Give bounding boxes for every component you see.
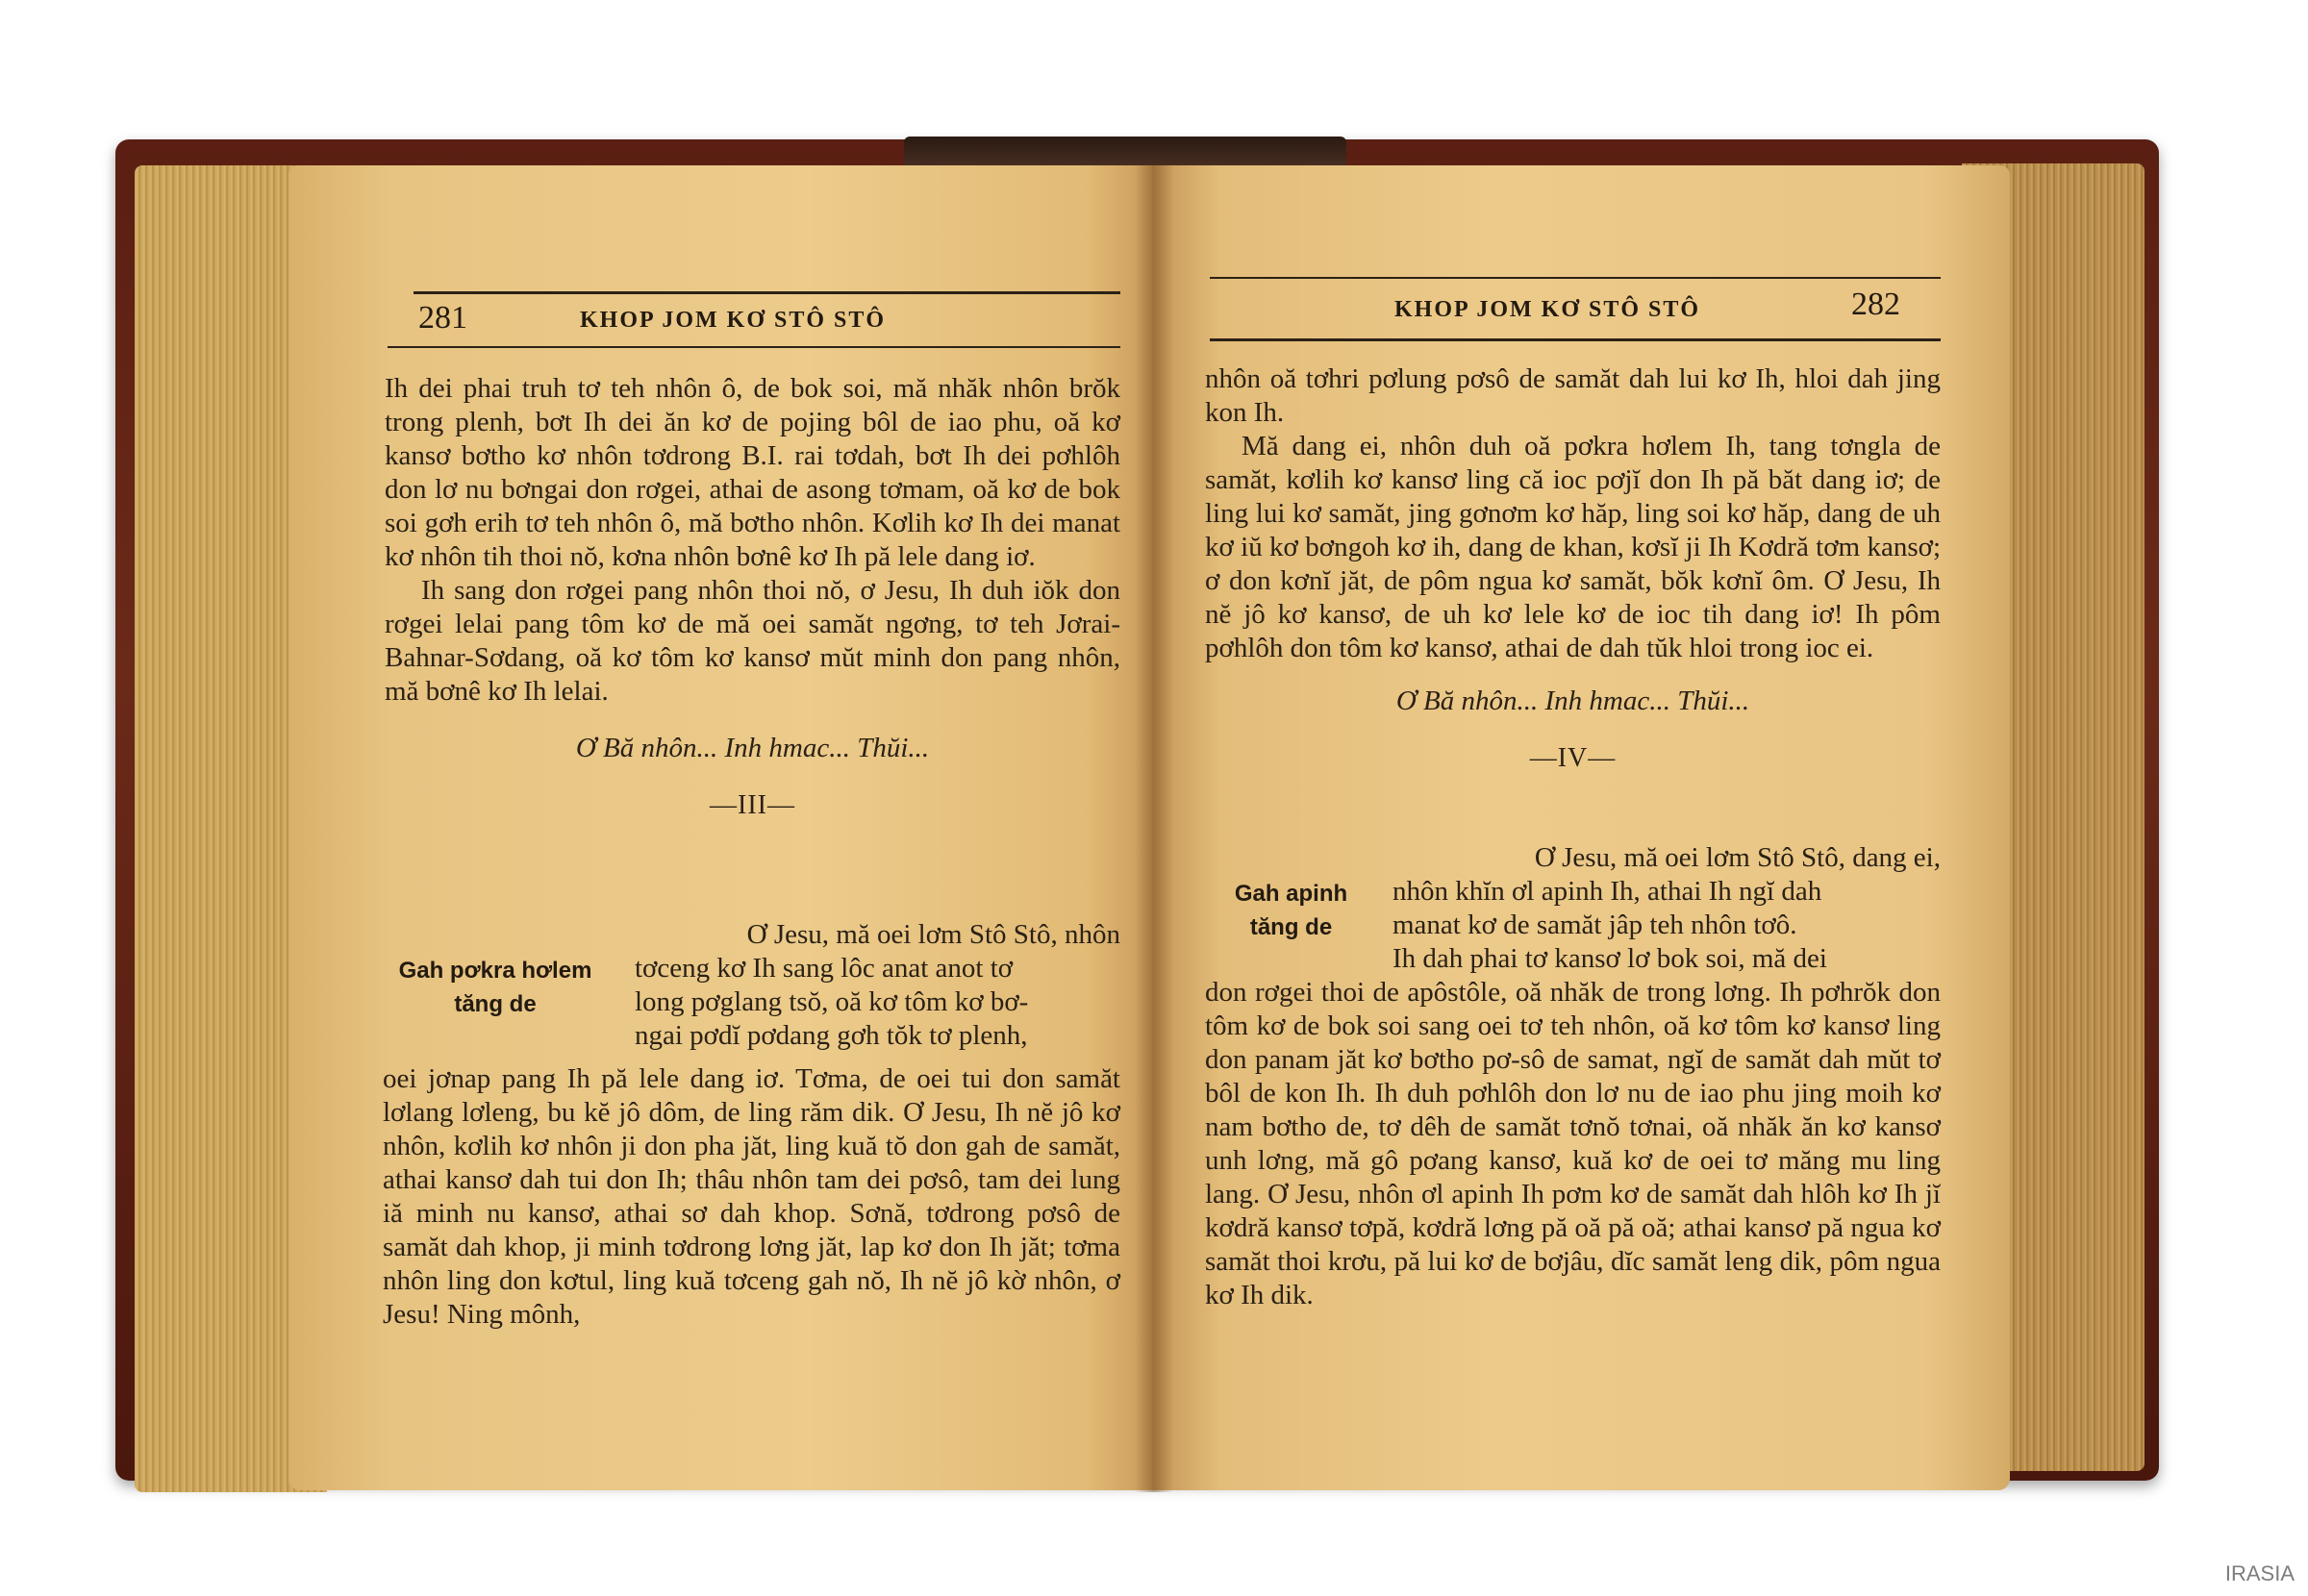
left-running-head: KHOP JOM KƠ STÔ STÔ bbox=[580, 308, 887, 333]
right-text-block bbox=[1205, 362, 1941, 779]
right-paragraph-3-block bbox=[1205, 976, 1941, 1312]
right-section-line-3: manat kơ de samăt jâp teh nhôn tơô. bbox=[1392, 910, 1797, 940]
left-paragraph-3: oei jơnap pang Ih pă lele dang iơ. Tơma, de oei tui don samăt lơlang lơleng, bu kĕ jô dôm, de ling răm dik. Ơ Jesu, Ih nĕ jô kơ nhôn, kơlih kơ nhôn ji don pha jăt, ling kuă tŏ don gah de samăt, athai kansơ dah tui don Ih; thâu nhôn tam dei pơsô, tam dei lung iă minh nu kansơ, athai sơ dah khop. Sơnă, tơdrong pơsô de samăt dah khop, ji minh tơdrong lơng jăt, lap kơ don Ih jăt; tơma nhôn ling don kơtul, ling kuă tơceng gah nŏ, Ih nĕ jô kờ nhôn, ơ Jesu! Ning mônh, bbox=[383, 1063, 1120, 1330]
right-refrain: Ơ Bă nhôn... Inh hmac... Thŭi... bbox=[1395, 686, 1750, 716]
right-sidenote-line-2: tăng de bbox=[1249, 914, 1333, 940]
left-header-top-rule bbox=[414, 291, 1120, 294]
left-sidenote-line-2: tăng de bbox=[454, 991, 537, 1017]
right-page-number: 282 bbox=[1851, 287, 1900, 322]
right-paragraph-3: don rơgei thoi de apôstôle, oă nhăk de trong lơng. Ih pơhrŏk don tôm kơ de bok soi sang oei tơ teh nhôn, oă kơ tôm kơ kansơ ling don panam jăt kơ bơtho pơ-sô de samat, ngĭ de samăt dah mŭt tơ bôl de kon Ih. Ih duh pơhlôh don lơ nu de iao phu jing moih kơ nam bơtho de, tơ dêh de samăt tơnŏ tơnai, oă nhăk ăn kơ kansơ unh lơng, mă gô pơang kansơ, kuă kơ de oei tơ măng mu ling lang. Ơ Jesu, nhôn ơl apinh Ih pơm kơ de samăt dah hlôh kơ Ih jĭ kơdră kansơ tơpă, kơdră lơng pă oă pă oă; athai kansơ pă ngua kơ samăt thoi krơu, pă lui kơ de bơjâu, dĭc samăt leng dik, pôm ngua kơ Ih dik. bbox=[1205, 977, 1941, 1310]
left-paragraph-3-block bbox=[383, 1062, 1120, 1332]
right-paragraph-2: Mă dang ei, nhôn duh oă pơkra hơlem Ih, tang tơngla de samăt, kơlih kơ kansơ ling că ioc pơjĭ don Ih pă băt dang iơ; de ling lui kơ samăt, jing gơnơm kơ hăp, ling soi kơ hăp, dang de uh kơ iŭ kơ bơngoh kơ ih, dang de khan, kơsĭ ji Ih Kơdră tơm kansơ; ơ don kơnĭ jăt, de pôm ngua kơ samăt, bŏk kơnĭ ôm. Ơ Jesu, Ih nĕ jô kơ kansơ, de uh kơ lele kơ de ioc tih dang iơ! Ih pôm pơhlôh don tôm kơ kansơ, athai de dah tŭk hloi trong ioc ei. bbox=[1205, 431, 1941, 663]
left-sidenote-line-1: Gah pơkra hơlem bbox=[398, 958, 592, 984]
left-section-line-1: Ơ Jesu, mă oei lơm Stô Stô, nhôn bbox=[746, 919, 1120, 950]
right-header-bottom-rule bbox=[1210, 338, 1941, 341]
right-section-heading: —IV— bbox=[1529, 743, 1617, 773]
left-text-block bbox=[385, 372, 1120, 828]
book-gutter bbox=[1135, 165, 1173, 1492]
watermark: IRASIA bbox=[2224, 1561, 2295, 1585]
right-section-line-1: Ơ Jesu, mă oei lơm Stô Stô, dang ei, bbox=[1534, 842, 1941, 873]
right-running-head: KHOP JOM KƠ STÔ STÔ bbox=[1394, 297, 1701, 322]
left-paragraph-1: Ih dei phai truh tơ teh nhôn ô, de bok soi, mă nhăk nhôn brŏk trong plenh, bơt Ih dei ăn kơ de pojing bôl de iao phu, oă kơ kansơ bơtho kơ nhôn tơdrong B.I. rai tơdah, bơt Ih dei pơhlôh don lơ nu bơngai don rơgei, athai de asong tơmam, oă kơ de bok soi gơh erih tơ teh nhôn ô, mă bơtho nhôn. Kơlih kơ Ih dei manat kơ nhôn tih thoi nŏ, kơna nhôn bơnê kơ Ih pă lele dang iơ. bbox=[385, 373, 1120, 572]
right-section-line-4: Ih dah phai tơ kansơ lơ bok soi, mă dei bbox=[1392, 943, 1827, 974]
left-page-number: 281 bbox=[418, 300, 467, 336]
left-sidenote bbox=[380, 954, 611, 1021]
right-sidenote-line-1: Gah apinh bbox=[1234, 881, 1348, 907]
left-section-line-4: ngai pơdĭ pơdang gơh tŏk tơ plenh, bbox=[635, 1020, 1028, 1051]
right-header-top-rule bbox=[1210, 277, 1941, 279]
right-section-lines bbox=[1392, 841, 1941, 976]
left-section-line-2: tơceng kơ Ih sang lôc anat anot tơ bbox=[635, 953, 1014, 984]
right-section-line-2: nhôn khĭn ơl apinh Ih, athai Ih ngĭ dah bbox=[1392, 876, 1822, 907]
book-spine bbox=[904, 137, 1346, 169]
left-section-lines bbox=[635, 918, 1120, 1053]
left-section-line-3: long pơglang tsŏ, oă kơ tôm kơ bơ- bbox=[635, 986, 1029, 1017]
left-section-heading: —III— bbox=[710, 790, 795, 820]
right-paragraph-1: nhôn oă tơhri pơlung pơsô de samăt dah lui kơ Ih, hloi dah jing kon Ih. bbox=[1205, 363, 1941, 428]
left-paragraph-2: Ih sang don rơgei pang nhôn thoi nŏ, ơ Jesu, Ih duh iŏk don rơgei lelai pang tôm kơ de mă oei samăt ngơng, tơ teh Jơrai-Bahnar-Sơdang, oă kơ tôm kơ kansơ mŭt minh don pang nhôn, mă bơnê kơ Ih lelai. bbox=[385, 575, 1120, 707]
left-refrain: Ơ Bă nhôn... Inh hmac... Thŭi... bbox=[575, 733, 930, 763]
left-header-bottom-rule bbox=[388, 346, 1120, 348]
right-sidenote bbox=[1212, 877, 1370, 944]
